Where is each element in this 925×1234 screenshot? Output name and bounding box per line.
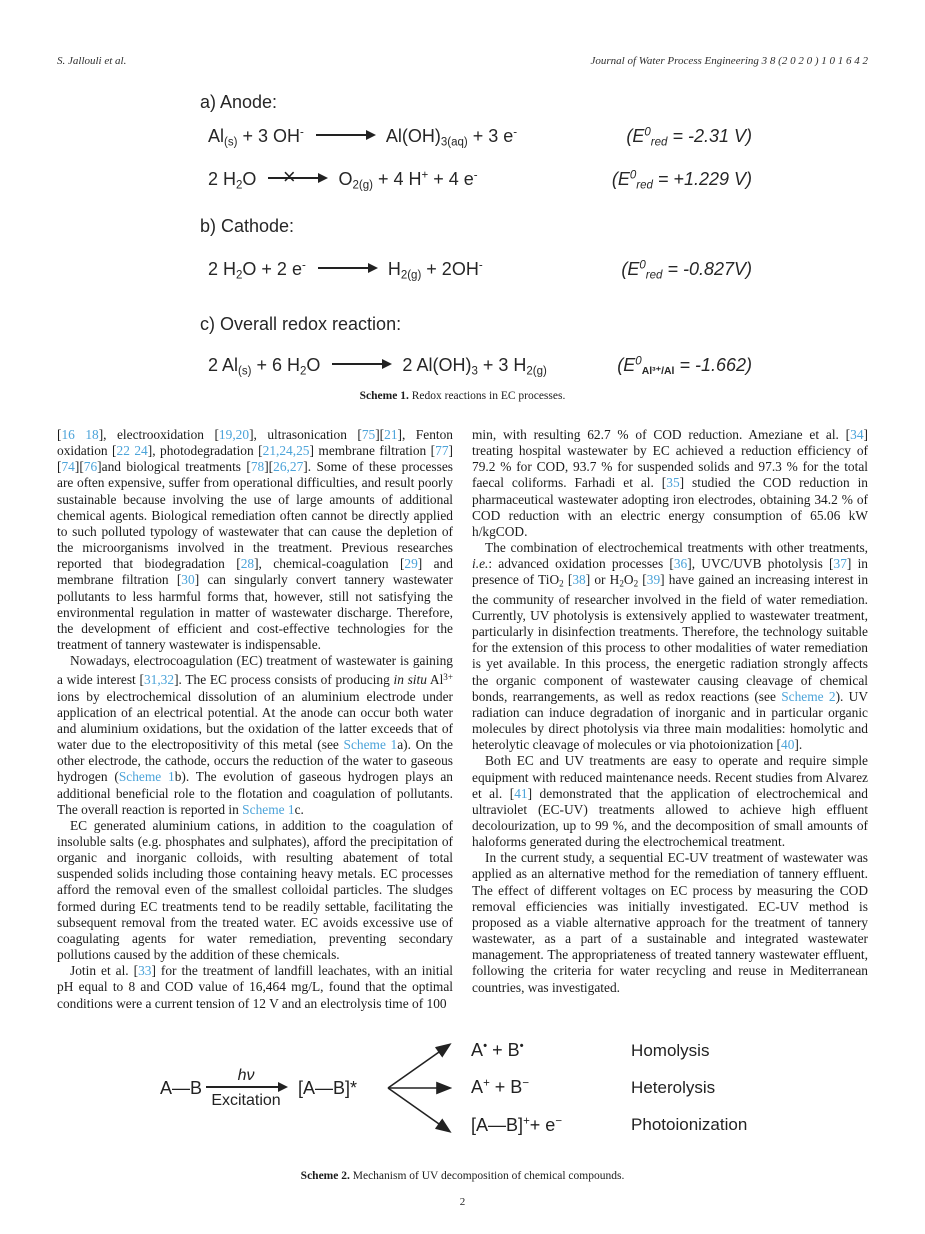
paragraph: EC generated aluminium cations, in addition to the coagulation of insoluble salts (e.g. phosphates and sulphates), afford the precipitation of organic and inorganic colloids, with resulting abatement of total suspended solids including those containing heavy metals. EC processes afford the removal even of the smallest colloidal particles. The sludges formed during EC treatments tend to be readily settable, facilitating the subsequent removal from the treated water. EC avoids excessive use of coagulating agents for water remediation, preventing secondary pollutions caused by the addition of these chemicals. <box>57 817 453 963</box>
reduction-potential: ($E^0_{red} = +1.229$ V) <box>611 169 752 192</box>
citation-link[interactable]: 41 <box>514 785 528 801</box>
paragraph: Both EC and UV treatments are easy to operate and require simple equipment with reduced maintenance needs. Recent studies from Alvarez et al. [41] demonstrated that the application of electrochemical and ultraviolet (EC-UV) treatments allowed to achieve high effluent decolourization, up to 99 %, and the decomposition of small amounts of haloforms generated during the electrochemical treatment. <box>472 753 868 850</box>
citation-link[interactable]: Scheme 1 <box>242 801 295 817</box>
citation-link[interactable]: 30 <box>181 572 195 588</box>
equation-lhs: $Al_{(s)} + 3$ OH- $Al(OH)_{3(aq)} + 3$ e- <box>208 126 518 149</box>
scheme1-figure <box>200 92 752 392</box>
equation-lhs: 2 $H_2O + 2$ e- $H_{2(g)} + 2OH^-$ <box>208 259 483 282</box>
citation-link[interactable]: Scheme 1 <box>118 769 175 785</box>
citation-link[interactable]: 38 <box>572 572 586 588</box>
crossed-arrow-icon <box>268 177 326 179</box>
citation-link[interactable]: 19,20 <box>218 427 250 442</box>
reduction-potential: ($E^0_{red} = -2.31$ V) <box>626 126 752 149</box>
equation-cathode <box>208 259 752 281</box>
scheme1-caption-text: Redox reactions in EC processes. <box>408 390 566 402</box>
arrow-right-icon <box>332 363 390 365</box>
scheme1-caption-label: Scheme 1. <box>359 390 409 402</box>
scheme2-excited-intermediate: [A—B]* <box>298 1077 358 1098</box>
branch-product-formula: A+ + B− <box>471 1077 530 1098</box>
paragraph: [16 18], electrooxidation [19,20], ultrasonication [75][21], Fenton oxidation [22 24], photodegradation [21,24,25] membrane filtration [77][74][76]and biological treatments [78][26,27]. Some of these processes are often expensive, suffer from operational difficulties, and result poorly sustainable because involving the use of large amounts of additional chemical agents. Biological remediation often cannot be directly applied to such polluted typology of wastewater that can cause the depletion of the microorganisms involved in the treatment. Previous researches reported that biodegradation [28], chemical-coagulation [29] and membrane filtration [30] can singularly convert tannery wastewater pollutants to less harmful forms that, however, still not satisfying the environmental regulation in matter of wastewater discharge. Therefore, the development of efficient and cost-effective technologies for the treatment of tannery wastewater is indispensable. <box>57 427 454 653</box>
paragraph: min, with resulting 62.7 % of COD reduction. Ameziane et al. [34] treating hospital wastewater by EC achieved a reduction efficiency of 79.2 % for COD, 93.7 % for suspended solids and 97.3 % for the total faecal coliforms. Farhadi et al. [35] studied the COD reduction in pharmaceutical wastewater adopting iron electrodes, obtaining 34.2 % of COD reduction with an electric energy consumption of 65.06 kW h/kgCOD. <box>472 427 868 539</box>
arrow-right-icon <box>316 134 374 136</box>
branch-name: Photoionization <box>631 1115 748 1135</box>
paragraph: Jotin et al. [33] for the treatment of landfill leachates, with an initial pH equal to 8 and COD value of 16,464 mg/L, found that the optimal conditions were a current tension of 12 V and an electrolysis time of 100 <box>57 963 453 1011</box>
scheme1-section-overall: c) Overall redox reaction: <box>200 314 402 334</box>
branch-name: Homolysis <box>631 1040 710 1060</box>
citation-link[interactable]: 39 <box>646 572 661 588</box>
citation-link[interactable]: 75 <box>361 427 376 442</box>
citation-link[interactable]: 31,32 <box>143 672 175 688</box>
branch-name: Heterolysis <box>631 1077 716 1097</box>
scheme2-caption-label: Scheme 2. <box>300 1170 350 1182</box>
citation-link[interactable]: 33 <box>138 963 152 979</box>
branch-product-formula: [A—B]++ e− <box>471 1114 563 1135</box>
photon-energy-label: hν <box>237 1066 255 1084</box>
paragraph: Nowadays, electrocoagulation (EC) treatment of wastewater is gaining a wide interest [31,32]. The EC process consists of producing in situ $Al^{3+}$ ions by electrochemical dissolution of an aluminium electrode under application of an electrical potential. At the anode can occur both water and aluminium oxidations, but the oxidation of the latter exceeds that of water due to the electropositivity of this metal (see Scheme 1a). On the other electrode, the cathode, occurs the reduction of the water to gaseous hydrogen (Scheme 1b). The evolution of gaseous hydrogen plays an additional beneficial role to the flotation and coagulation of pollutants. The overall reaction is reported in Scheme 1c. <box>57 653 454 817</box>
citation-link[interactable]: 34 <box>850 427 864 442</box>
branch-product-formula: A• + B• <box>471 1040 524 1061</box>
citation-link[interactable]: 16 18 <box>61 427 99 442</box>
scheme1-section-anode: a) Anode: <box>200 92 278 112</box>
citation-link[interactable]: 36 <box>673 556 688 572</box>
running-author: S. Jallouli et al. <box>57 55 127 67</box>
citation-link[interactable]: 78 <box>250 459 265 475</box>
scheme2-reactant: A—B <box>160 1077 203 1098</box>
citation-link[interactable]: 28 <box>240 556 255 572</box>
right-column <box>472 427 868 996</box>
scheme2-caption <box>0 1170 925 1182</box>
equation-lhs: 2 $Al_{(s)} + 6$ $H_2O$ 2 $Al(OH)_3 + 3$ $H_{2(g)}$ <box>208 355 547 378</box>
citation-link[interactable]: 40 <box>781 737 795 753</box>
reduction-potential: $(E^0_{Al^{3+}/Al} = -1.662)$ <box>617 355 752 378</box>
citation-link[interactable]: 37 <box>833 556 847 572</box>
arrow-right-icon <box>206 1086 286 1088</box>
scheme2-excitation-step <box>206 1067 286 1110</box>
equation-anode-water <box>208 169 752 191</box>
arrow-right-icon <box>318 267 376 269</box>
running-header <box>57 55 868 67</box>
scheme2-caption-text: Mechanism of UV decomposition of chemical compounds. <box>349 1170 625 1182</box>
citation-link[interactable]: 21,24,25 <box>262 443 310 459</box>
paragraph: In the current study, a sequential EC-UV treatment of wastewater was applied as an alternative method for the remediation of tannery effluent. The effect of different voltages on EC process by measuring the COD removal efficiencies was initially investigated. EC-UV method is proposed as a viable alternative approach for the treatment of tannery wastewater, as a part of a sustainable and integrated wastewater management. The appropriateness of treated tannery wastewater effluent, following the criteria for water recycling and reuse in Mediterranean countries, was investigated. <box>472 850 868 995</box>
left-column <box>57 427 453 1012</box>
citation-link[interactable]: 26,27 <box>273 459 304 475</box>
scheme1-section-cathode: b) Cathode: <box>200 216 295 236</box>
paragraph: The combination of electrochemical treatments with other treatments, i.e.: advanced oxidation processes [36], UVC/UVB photolysis [37] in presence of TiO$_2$ [38] or $H_2O_2$ [39] have gained an increasing interest in the community of researcher involved in the field of water remediation. Currently, UV photolysis is extensively applied to wastewater treatment, particularly in disinfection treatments. Therefore, the technology suitable for the extension of this process to other modalities of water remediation is yet available. In this process, the energetic radiation strongly affects the organic component of wastewater causing cleavage of chemical bonds, rearrangements, as well as redox reactions (see Scheme 2). UV radiation can induce degradation of inorganic and in particular organic molecules by direct photolysis via three main modalities: homolytic and heterolytic cleavage of molecules or via photoionization [40]. <box>472 540 869 753</box>
scheme2-figure <box>160 1032 790 1144</box>
scheme2-branches <box>471 1032 747 1144</box>
citation-link[interactable]: 21 <box>384 427 398 442</box>
citation-link[interactable]: 76 <box>83 459 98 475</box>
citation-link[interactable]: 22 24 <box>116 443 148 459</box>
equation-overall <box>208 355 752 377</box>
scheme1-caption <box>0 390 925 402</box>
citation-link[interactable]: Scheme 2 <box>781 688 836 704</box>
equation-lhs: 2 $H_2O \times O_{2(g)} + 4$ H+ + 4 e- <box>208 169 478 191</box>
reduction-potential: $(E^0_{red} = -0.827V)$ <box>621 259 752 282</box>
citation-link[interactable]: 74 <box>61 459 75 475</box>
citation-link[interactable]: 29 <box>404 556 418 572</box>
branching-arrows-icon <box>383 1036 463 1140</box>
citation-link[interactable]: 35 <box>666 475 680 491</box>
citation-link[interactable]: Scheme 1 <box>343 737 398 753</box>
equation-anode-aluminium <box>208 126 752 148</box>
excitation-label: Excitation <box>211 1091 281 1109</box>
citation-link[interactable]: 77 <box>435 443 449 459</box>
page-number: 2 <box>459 1196 466 1208</box>
running-journal: Journal of Water Process Engineering 3 8 (2 0 2 0 ) 1 0 1 6 4 2 <box>590 55 868 67</box>
